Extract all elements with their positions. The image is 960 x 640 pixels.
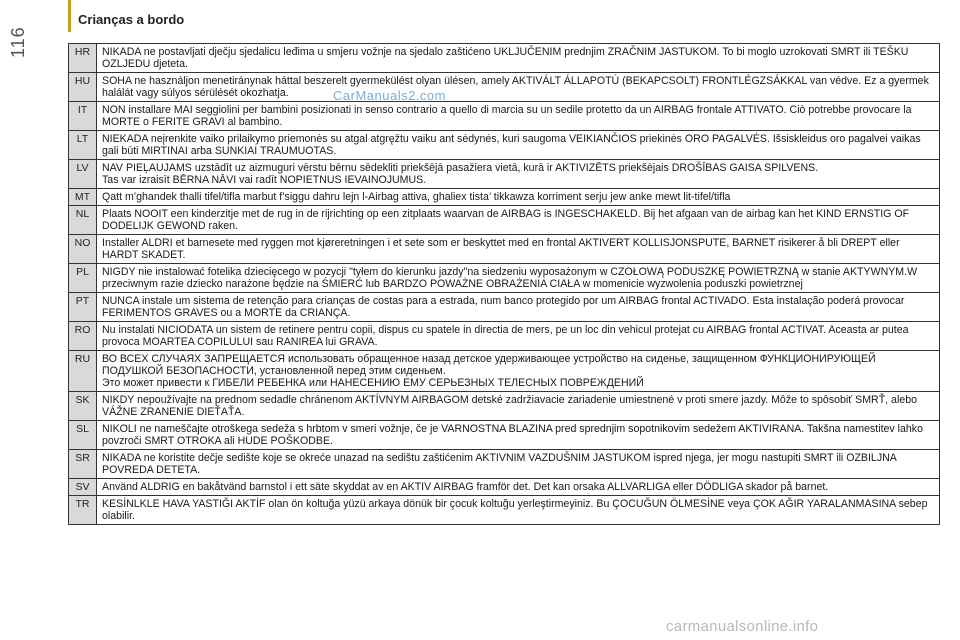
warning-text: Installer ALDRI et barnesete med ryggen mot kjøreretningen i et sete som er beskyttet med en frontal AKTIVERT KOLLISJONSPUTE, BARNET risikerer å bli DREPT eller HARDT SKADET. (97, 235, 940, 264)
table-row (69, 293, 940, 322)
table-row (69, 44, 940, 73)
language-code: TR (69, 496, 97, 525)
warning-text: NIKADA ne postavljati dječju sjedalicu leđima u smjeru vožnje na sjedalo zaštićeno UKLJUČENIM prednjim ZRAČNIM JASTUKOM. To bi moglo uzrokovati SMRT ili TEŠKU OZLJEDU djeteta. (97, 44, 940, 73)
warning-table-body (69, 44, 940, 525)
warning-text: NIKOLI ne nameščajte otroškega sedeža s hrbtom v smeri vožnje, če je VARNOSTNA BLAZINA pred sprednjim sopotnikovim sedežem AKTIVIRANA. Takšna namestitev lahko povzroči SMRT OTROKA ali HUDE POŠKODBE. (97, 421, 940, 450)
warning-text: NON installare MAI seggiolini per bambini posizionati in senso contrario a quello di marcia su un sedile protetto da un AIRBAG frontale ATTIVATO. Ciò potrebbe provocare la MORTE o FERITE GRAVI al bambino. (97, 102, 940, 131)
language-code: PT (69, 293, 97, 322)
language-code: NO (69, 235, 97, 264)
language-code: SK (69, 392, 97, 421)
table-row (69, 264, 940, 293)
header-accent-bar (68, 0, 71, 32)
warning-text: NUNCA instale um sistema de retenção para crianças de costas para a estrada, num banco protegido por um AIRBAG frontal ACTIVADO. Esta instalação poderá provocar FERIMENTOS GRAVES ou a MORTE da CRIANÇA. (97, 293, 940, 322)
warning-text: NIEKADA neįrenkite vaiko prilaikymo priemonės su atgal atgręžtu vaiku ant sėdynės, kuri saugoma VEIKIANČIOS priekinės ORO PAGALVĖS. Išsiskleidus oro pagalvei vaikas gali būti MIRTINAI arba SUNKIAI TRAUMUOTAS. (97, 131, 940, 160)
language-code: SL (69, 421, 97, 450)
language-code: IT (69, 102, 97, 131)
table-row (69, 351, 940, 392)
warning-text: KESİNLKLE HAVA YASTIĞI AKTİF olan ön koltuğa yüzü arkaya dönük bir çocuk koltuğu yerleştirmeyiniz. Bu ÇOCUĞUN ÖLMESİNE veya ÇOK AĞIR YARALANMASINA sebep olabilir. (97, 496, 940, 525)
warning-text: NIKDY nepoužívajte na prednom sedadle chránenom AKTÍVNYM AIRBAGOM detské zadržiavacie zariadenie umiestnené v proti smere jazdy. Môže to spôsobiť SMRŤ, alebo VÁŽNE ZRANENIE DIEŤAŤA. (97, 392, 940, 421)
table-row (69, 421, 940, 450)
table-row (69, 235, 940, 264)
language-code: RO (69, 322, 97, 351)
table-row (69, 73, 940, 102)
warning-text: NAV PIEĻAUJAMS uzstādīt uz aizmuguri vērstu bērnu sēdekliti priekšējā pasažiera vietā, kurā ir AKTIVIZĒTS priekšējais DROŠĪBAS GAISA SPILVENS. Tas var izraisīt BĒRNA NĀVI vai radīt NOPIETNUS IEVAINOJUMUS. (97, 160, 940, 189)
page-number: 116 (8, 26, 28, 58)
warning-text: NIGDY nie instalować fotelika dziecięcego w pozycji "tyłem do kierunku jazdy"na siedzeniu wyposażonym w CZOŁOWĄ PODUSZKĘ POWIETRZNĄ w stanie AKTYWNYM.W przeciwnym razie dziecko narażone będzie na ŚMIERĆ lub BARDZO POWAŻNE OBRAŻENIA CIAŁA w momenicie wyzwolenia poduszki powietrznej (97, 264, 940, 293)
watermark-top: CarManuals2.com (333, 88, 446, 103)
language-code: PL (69, 264, 97, 293)
table-row (69, 479, 940, 496)
language-code: MT (69, 189, 97, 206)
language-code: LV (69, 160, 97, 189)
language-code: HR (69, 44, 97, 73)
table-row (69, 206, 940, 235)
warning-text: Använd ALDRIG en bakåtvänd barnstol i ett säte skyddat av en AKTIV AIRBAG framför det. Det kan orsaka ALLVARLIGA eller DÖDLIGA skador på barnet. (97, 479, 940, 496)
warning-text: Nu instalati NICIODATA un sistem de retinere pentru copii, dispus cu spatele in directia de mers, pe un loc din vehicul protejat cu AIRBAG frontal ACTIVAT. Aceasta ar putea provoca MOARTEA COPILULUI sau RANIREA lui GRAVA. (97, 322, 940, 351)
language-code: SR (69, 450, 97, 479)
table-row (69, 102, 940, 131)
language-code: RU (69, 351, 97, 392)
language-code: NL (69, 206, 97, 235)
warning-text: Qatt m’ghandek thalli tifel/tifla marbut f’siggu dahru lejn l-Airbag attiva, ghaliex tista’ tikkawza korriment serju jew anke mewt lit-tifel/tifla (97, 189, 940, 206)
table-row (69, 322, 940, 351)
warning-text: SOHA ne használjon menetiránynak háttal beszerelt gyermekülést olyan ülésen, amely AKTIVÁLT ÁLLAPOTÚ (BEKAPCSOLT) FRONTLÉGZSÁKKAL van védve. Ez a gyermek halálát vagy súlyos sérülését okozhatja. (97, 73, 940, 102)
language-code: LT (69, 131, 97, 160)
table-row (69, 392, 940, 421)
table-row (69, 496, 940, 525)
language-code: HU (69, 73, 97, 102)
warning-text: ВО ВСЕХ СЛУЧАЯХ ЗАПРЕЩАЕТСЯ использовать обращенное назад детское удерживающее устройство на сиденье, защищенном ФУНКЦИОНИРУЮЩЕЙ ПОДУШКОЙ БЕЗОПАСНОСТИ, установленной перед этим сиденьем. Это может привести к ГИБЕЛИ РЕБЕНКА или НАНЕСЕНИЮ ЕМУ СЕРЬЕЗНЫХ ТЕЛЕСНЫХ ПОВРЕЖДЕНИЙ (97, 351, 940, 392)
language-code: SV (69, 479, 97, 496)
table-row (69, 189, 940, 206)
table-row (69, 160, 940, 189)
warning-text: NIKADA ne koristite dečje sedište koje se okreće unazad na sedištu zaštićenim AKTIVNIM VAZDUŠNIM JASTUKOM ispred njega, jer mogu nastupiti SMRT ili OZBILJNA POVREDA DETETA. (97, 450, 940, 479)
warning-text: Plaats NOOIT een kinderzitje met de rug in de rijrichting op een zitplaats waarvan de AIRBAG is INGESCHAKELD. Bij het afgaan van de airbag kan het KIND ERNSTIG OF DODELIJK GEWOND raken. (97, 206, 940, 235)
watermark-bottom: carmanualsonline.info (666, 618, 819, 635)
airbag-warning-table (68, 43, 940, 525)
table-row (69, 131, 940, 160)
table-row (69, 450, 940, 479)
page-title: Crianças a bordo (78, 12, 185, 27)
